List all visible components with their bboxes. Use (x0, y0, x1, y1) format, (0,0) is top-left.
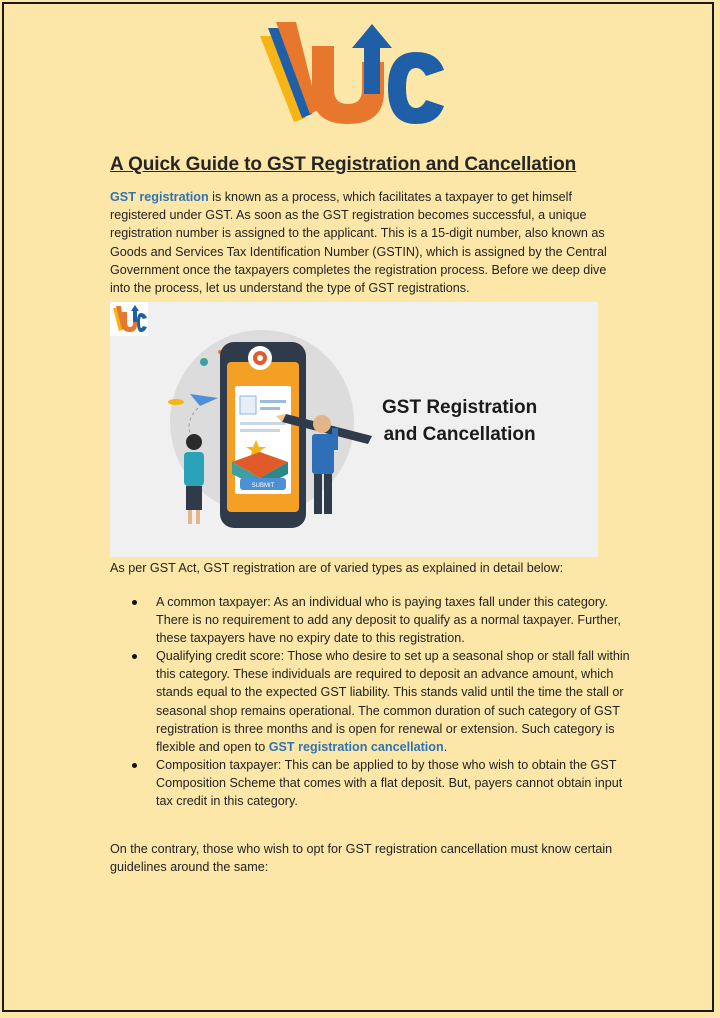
list-item: A common taxpayer: As an individual who is paying taxes fall under this category. There is no requirement to add any deposit to qualify as a normal taxpayer. Further, these taxpayers have no expiry date to this registration. (110, 593, 630, 647)
submit-label: SUBMIT (251, 483, 275, 489)
uc-logo (254, 18, 454, 138)
intro-paragraph (110, 188, 630, 297)
list-item: Qualifying credit score: Those who desire to set up a seasonal shop or stall fall within this category. These individuals are required to deposit an advance amount, which stands equal to the expected GST liability. This stands valid until the time the stall or seasonal shop remains operational. The common duration of such category of GST registration is three months and is open for renewal or extension. Such category is flexible and open to GST registration cancellation. (110, 647, 630, 756)
gst-cancellation-link[interactable]: GST registration cancellation (268, 739, 444, 754)
registration-types-list (110, 593, 630, 810)
gst-registration-link[interactable]: GST registration (110, 190, 209, 204)
hero-banner (110, 302, 598, 557)
outro-paragraph: On the contrary, those who wish to opt for GST registration cancellation must know certain guidelines around the same: (110, 842, 613, 874)
hero-title: GST Registration and Cancellation (382, 397, 538, 445)
types-intro: As per GST Act, GST registration are of varied types as explained in detail below: (110, 561, 564, 575)
phone-form-icon (220, 342, 306, 528)
uc-small-logo (110, 302, 148, 336)
document-page (2, 2, 714, 1012)
page-title: A Quick Guide to GST Registration and Cancellation (110, 154, 577, 175)
intro-text: is known as a process, which facilitates a taxpayer to get himself registered under GST. As soon as the GST registration becomes successful, a unique registration number is assigned to the applicant. This is a 15-digit number, also known as Goods and Services Tax Identification Number (GSTIN), which is assigned by the Central Government once the taxpayers completes the registration process. Before we deep dive into the process, let us understand the type of GST registrations. (110, 190, 607, 296)
list-item: Composition taxpayer: This can be applied to by those who wish to obtain the GST Composition Scheme that comes with a flat deposit. But, payers cannot obtain input tax credit in this category. (110, 756, 630, 810)
